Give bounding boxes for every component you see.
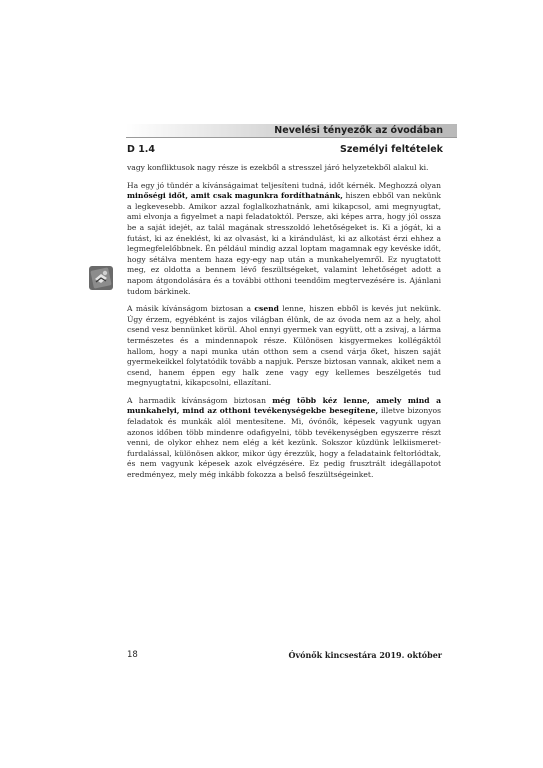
chalkboard-book-icon: [88, 265, 114, 291]
body-paragraph: [127, 304, 441, 389]
paragraph-text: A másik kívánságom biztosan a: [127, 304, 255, 314]
emphasis-text: minőségi időt, amit csak magunkra fordíthatnánk,: [127, 191, 343, 201]
section-code: D 1.4: [127, 144, 156, 155]
section-title: Személyi feltételek: [340, 144, 443, 155]
publication-name: Óvónők kincsestára 2019. október: [288, 650, 442, 660]
emphasis-text: még több kéz lenne, amely mind a munkahelyi, mind az otthoni tevékenységekbe besegítene,: [127, 395, 441, 416]
paragraph-text: vagy konfliktusok nagy része is ezekből a stresszel járó helyzetekből alakul ki.: [127, 163, 429, 172]
paragraph-text: lenne, hiszen ebből is kevés jut nekünk. Úgy érzem, egyébként is zajos világban élünk, de az óvoda nem az a hely, ahol csend vesz bennünket körül. Ahol ennyi gyermek van együtt, ott a zsivaj, a lárma természetes és a mindennapok része. Különösen kisgyermekes kollégáktól hallom, hogy a napi munka után otthon sem a csend várja őket, hiszen saját gyermekeikkel folytatódik tovább a napjuk. Persze biztosan vannak, akiket nem a csend, hanem éppen egy halk zene vagy egy kellemes beszélgetés tud megnyugtatni, kikapcsolni, ellazítani.: [127, 304, 442, 388]
page-number: 18: [127, 650, 138, 660]
paragraph-text: illetve bizonyos feladatok és munkák alól mentesítene. Mi, óvónők, képesek vagyunk ugyan azonos időben több mindenre odafigyelni, több tevékenységben egyszerre részt venni, de olykor ehhez nem elég a két kezünk. Sokszor küzdünk lelkiismeret-furdalással, különösen akkor, mikor úgy érezzük, hogy a feladataink feltorlódtak, és nem vagyunk képesek azok elvégzésére. Ez pedig frusztrált idegállapotot eredményez, mely még inkább fokozza a belső feszültségeinket.: [127, 406, 441, 480]
article-body: [127, 163, 441, 488]
body-paragraph: [127, 396, 441, 481]
paragraph-text: hiszen ebből van nekünk a legkevesebb. Amikor azzal foglalkozhatnánk, ami kikapcsol, ami megnyugtat, ami elvonja a figyelmet a napi feladatoktól. Persze, aki képes arra, hogy jól ossza be a saját idejét, az talál magának stresszoldó lehetőségeket is. Ki a jógát, ki a futást, ki az éneklést, ki az olvasást, ki a kirándulást, ki az alkotást érzi ehhez a legmegfelelőbbnek. Én például mindig azzal loptam magamnak egy kevéske időt, hogy sétálva mentem haza egy-egy nap után a munkahelyemről. Ez nyugtatott meg, ez oldotta a bennem lévő feszültségeket, valamint lehetőséget adott a napom átgondolására és a további otthoni teendőim megtervezésére is. Ajánlani tudom bárkinek.: [127, 191, 441, 296]
body-paragraph: [127, 181, 441, 298]
emphasis-text: csend: [254, 304, 279, 314]
body-paragraph: [127, 163, 441, 174]
paragraph-text: Ha egy jó tündér a kívánságaimat teljesíteni tudná, időt kérnék. Meghozzá olyan: [127, 180, 441, 190]
chapter-title: Nevelési tényezők az óvodában: [274, 125, 443, 136]
paragraph-text: A harmadik kívánságom biztosan: [127, 395, 273, 405]
